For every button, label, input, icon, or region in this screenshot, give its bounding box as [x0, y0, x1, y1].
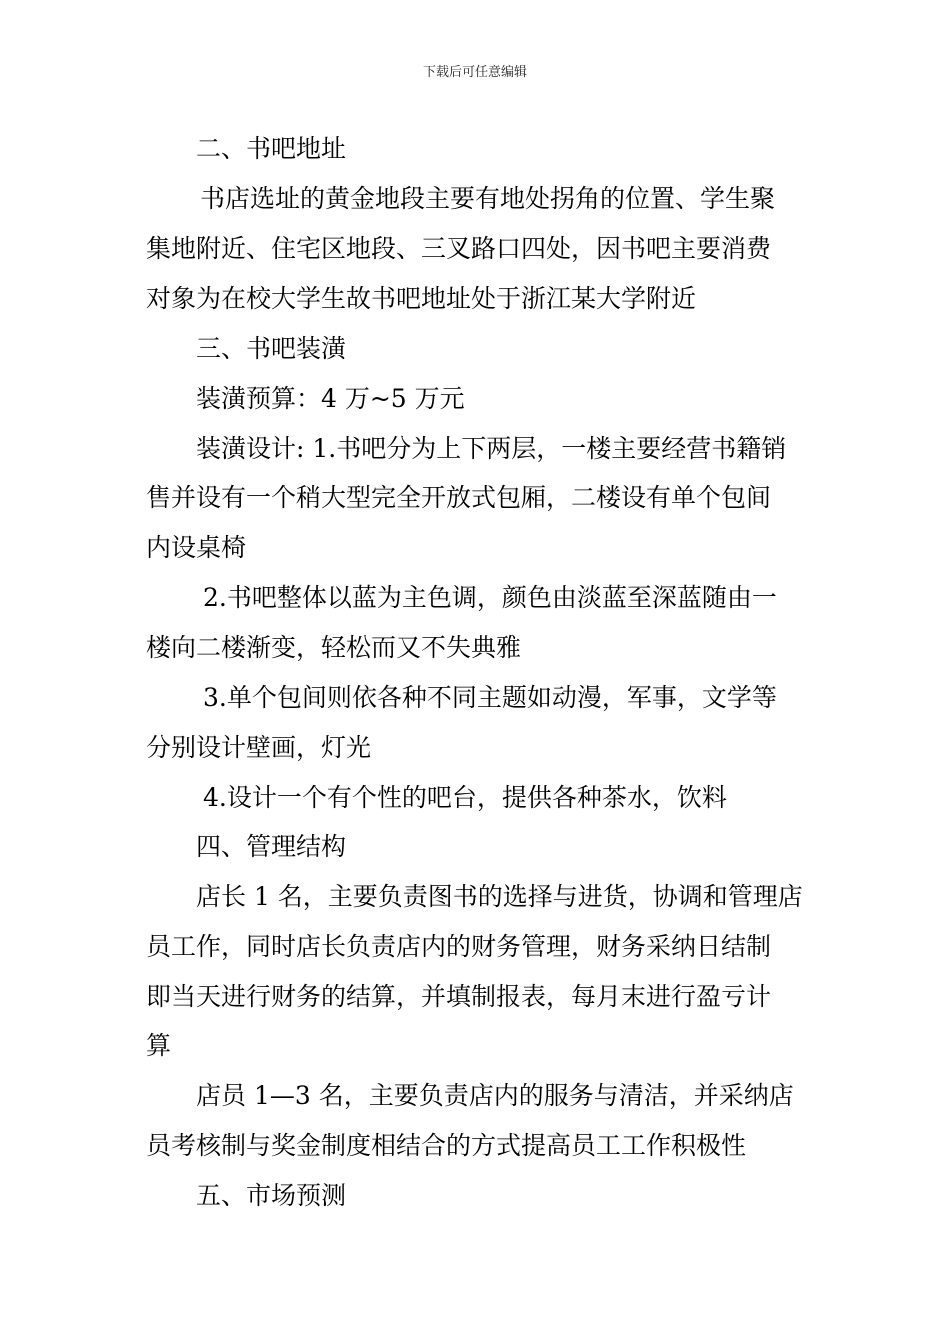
paragraph-line: 3.单个包间则依各种不同主题如动漫，军事，文学等 [203, 683, 777, 712]
paragraph-line: 楼向二楼渐变，轻松而又不失典雅 [146, 633, 522, 662]
paragraph-line: 内设桌椅 [146, 533, 247, 562]
page-header: 下载后可任意编辑 [422, 65, 527, 80]
paragraph-line: 店长 1 名，主要负责图书的选择与进货，协调和管理店 [196, 882, 803, 911]
paragraph-line: 分别设计壁画，灯光 [146, 733, 372, 762]
paragraph-line: 店员 1—3 名，主要负责店内的服务与清洁，并采纳店 [196, 1081, 794, 1110]
section-heading-decoration: 三、书吧装潢 [196, 334, 347, 363]
paragraph-line: 算 [146, 1031, 172, 1060]
paragraph-line: 装潢设计: 1.书吧分为上下两层，一楼主要经营书籍销 [196, 434, 787, 463]
paragraph-line: 员工作，同时店长负责店内的财务管理，财务采纳日结制 [146, 932, 772, 961]
paragraph-line: 2.书吧整体以蓝为主色调，颜色由淡蓝至深蓝随由一 [203, 583, 777, 612]
paragraph-line: 员考核制与奖金制度相结合的方式提高员工工作积极性 [146, 1131, 747, 1160]
section-heading-management: 四、管理结构 [196, 832, 347, 861]
section-heading-address: 二、书吧地址 [196, 134, 347, 163]
paragraph-line: 售并设有一个稍大型完全开放式包厢，二楼设有单个包间 [146, 483, 772, 512]
paragraph-line: 对象为在校大学生故书吧地址处于浙江某大学附近 [146, 284, 697, 313]
paragraph-line: 集地附近、住宅区地段、三叉路口四处，因书吧主要消费 [146, 234, 772, 263]
paragraph-line: 4.设计一个有个性的吧台，提供各种茶水，饮料 [203, 783, 727, 812]
section-heading-market: 五、市场预测 [196, 1181, 347, 1210]
paragraph-line: 装潢预算：4 万~5 万元 [196, 384, 465, 413]
paragraph-line: 书店选址的黄金地段主要有地处拐角的位置、学生聚 [200, 184, 776, 213]
paragraph-line: 即当天进行财务的结算，并填制报表，每月末进行盈亏计 [146, 982, 772, 1011]
